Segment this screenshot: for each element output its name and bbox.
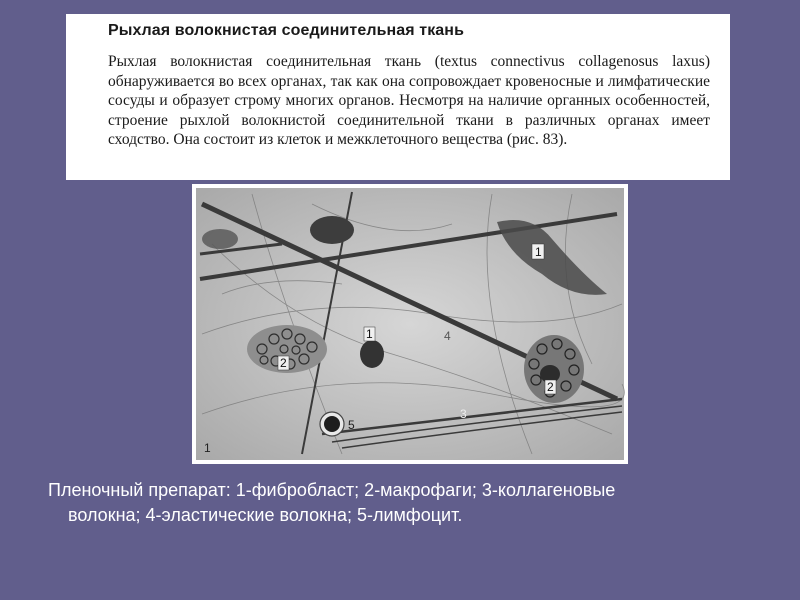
label-macrophage-left: 2: [280, 356, 287, 370]
label-elastic: 4: [444, 329, 451, 343]
caption-line-1: Пленочный препарат: 1-фибробласт; 2-макрофаги; 3-коллагеновые: [48, 480, 616, 500]
label-fibroblast-mid: 1: [366, 327, 373, 341]
label-lymphocyte: 5: [348, 418, 355, 432]
label-corner: 1: [204, 441, 211, 455]
micrograph-image: [192, 184, 628, 464]
label-collagen: 3: [460, 407, 467, 421]
cell-left-edge: [202, 229, 238, 249]
fibroblast-top-left: [310, 216, 354, 244]
slide-caption: [48, 478, 768, 528]
label-fibroblast-top: 1: [535, 245, 542, 259]
lymphocyte: [320, 412, 344, 436]
excerpt-paragraph: Рыхлая волокнистая соединительная ткань (textus connectivus collagenosus laxus) обнаруживается во всех органах, так как она сопровождает кровеносные и лимфатические сосуды и образует строму многих органов. Несмотря на наличие органных особенностей, строение рыхлой волокнистой соединительной ткани в различных органах имеет сходство. Она состоит из клеток и межклеточного вещества (рис. 83).: [108, 53, 710, 148]
micrograph-figure: [192, 184, 628, 464]
excerpt-heading: Рыхлая волокнистая соединительная ткань: [108, 22, 465, 39]
caption-line-2: волокна; 4-эластические волокна; 5-лимфоцит.: [68, 505, 463, 525]
textbook-excerpt: [66, 14, 730, 180]
label-macrophage-right: 2: [547, 380, 554, 394]
